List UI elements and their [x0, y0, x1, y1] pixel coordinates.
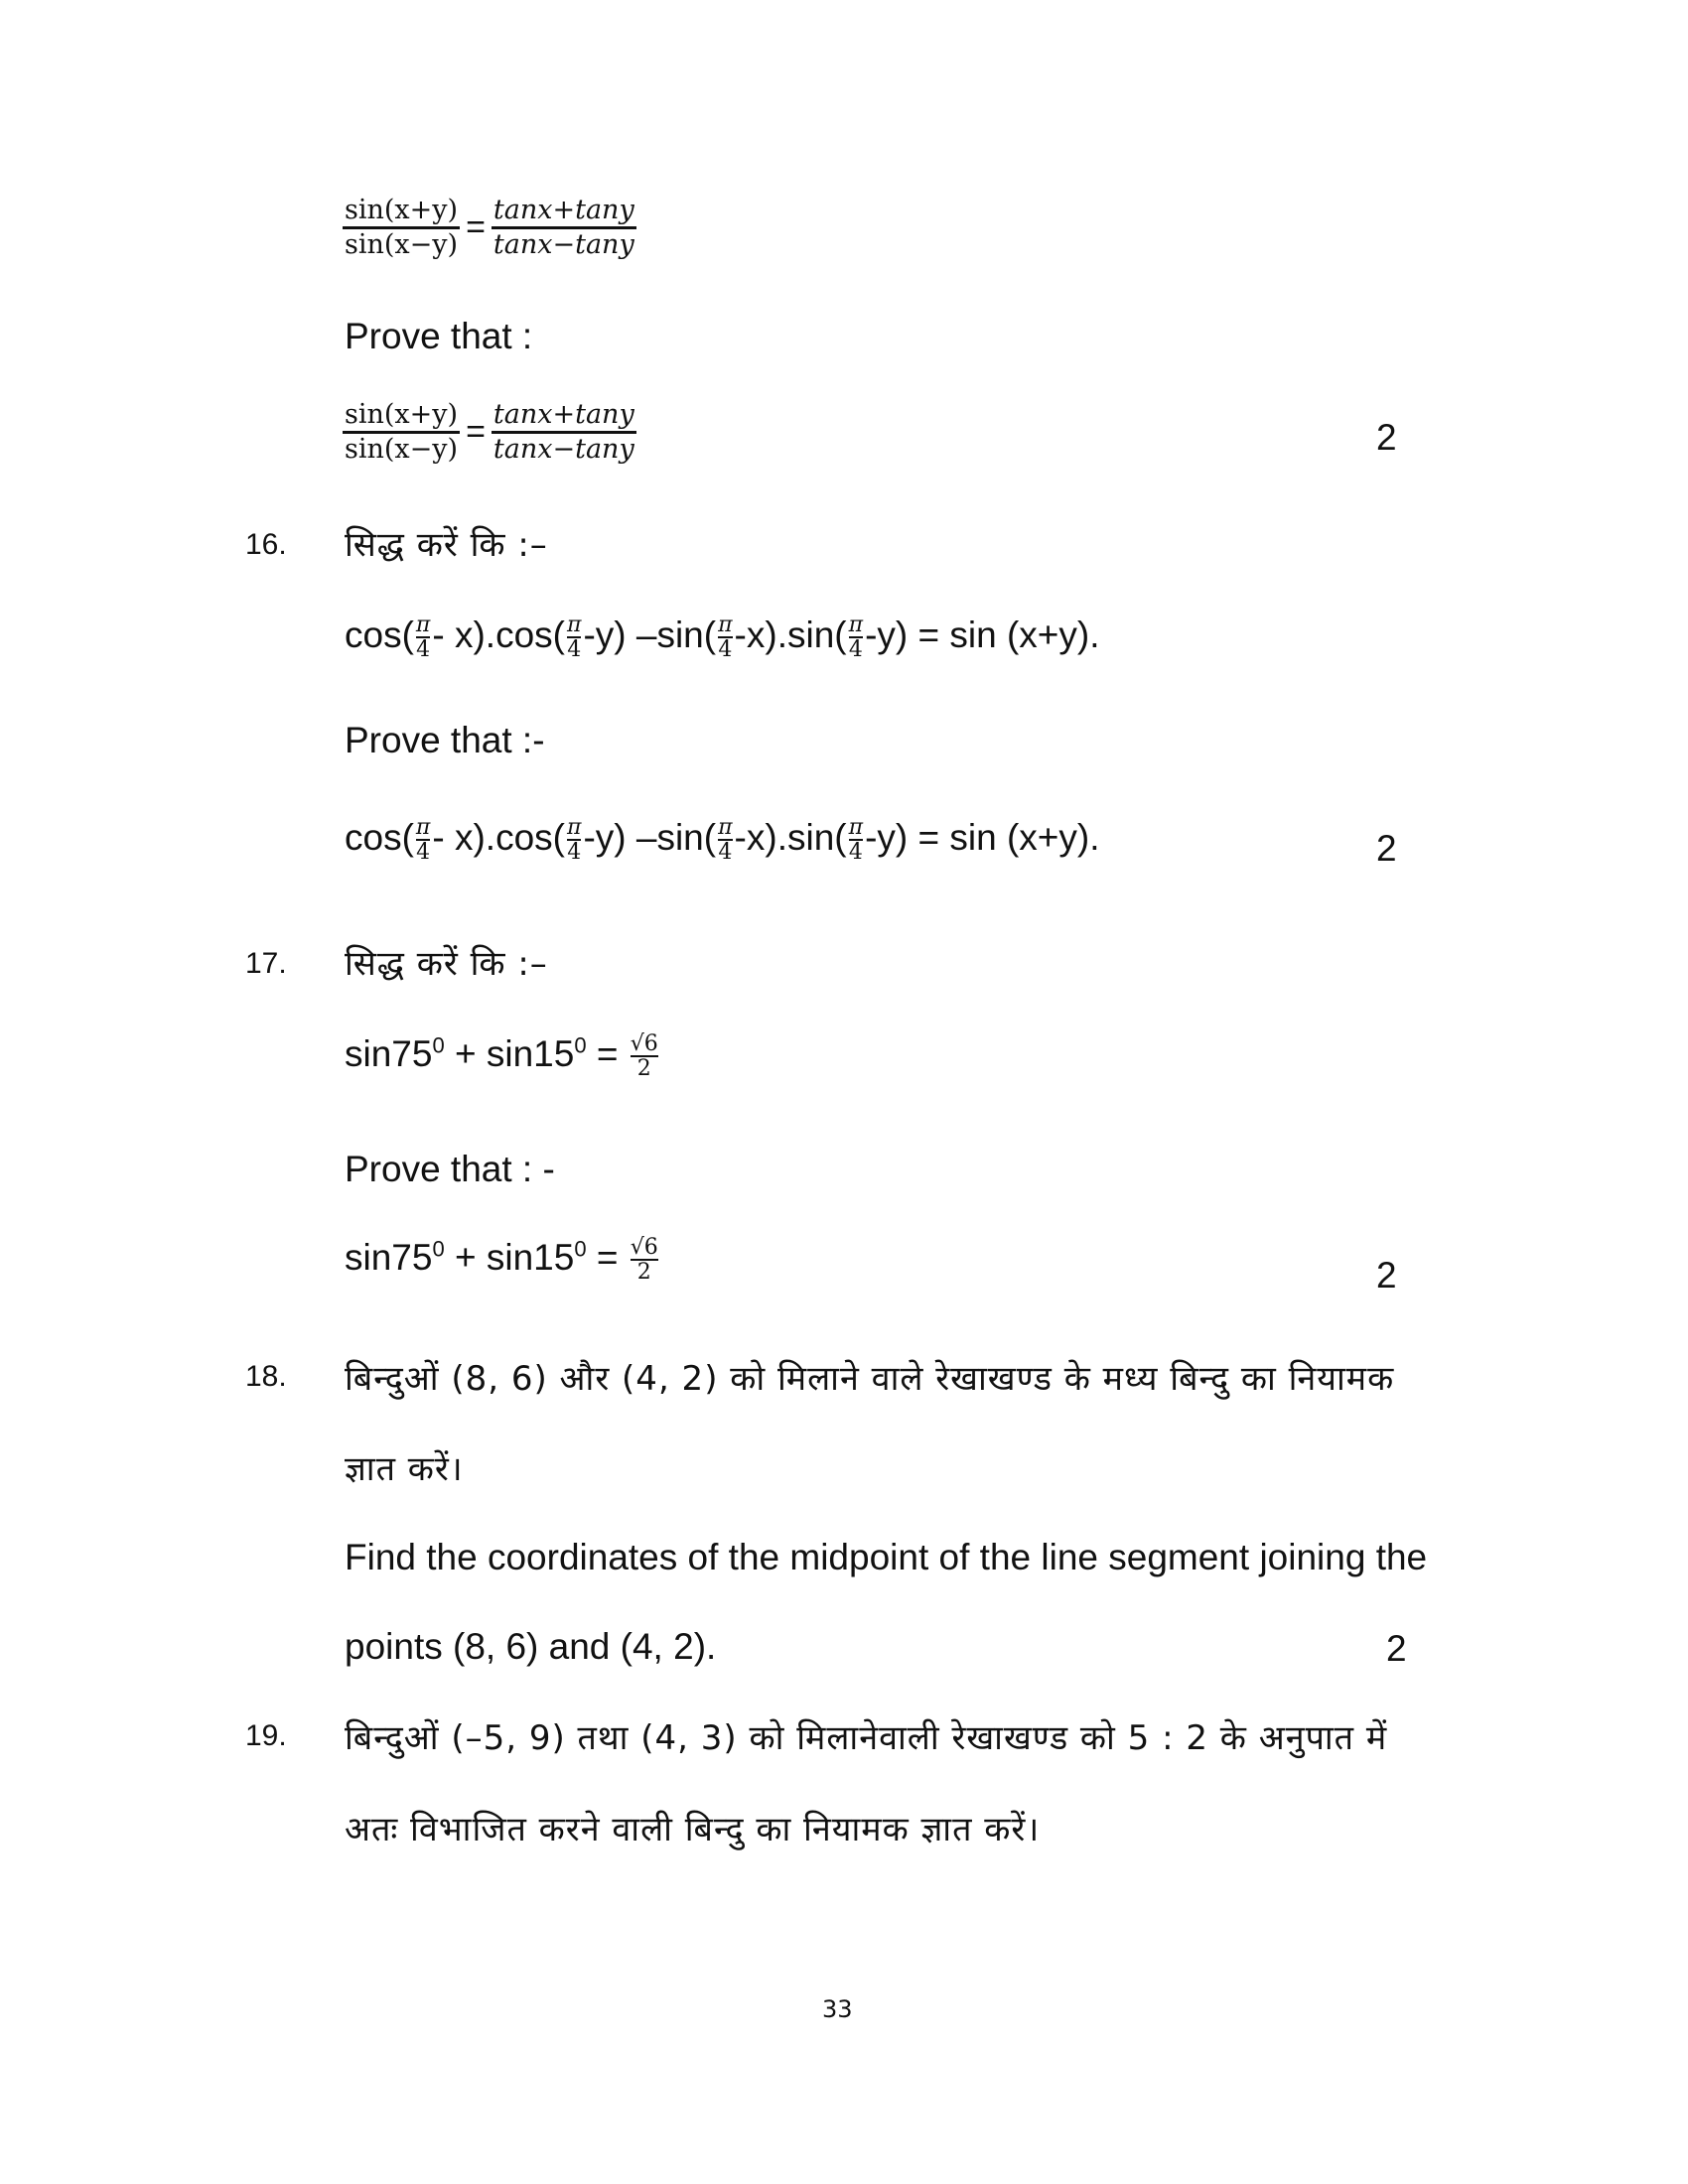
numerator: π	[848, 613, 864, 637]
q17-prove-label: Prove that : -	[345, 1149, 555, 1189]
q18-number: 18.	[245, 1360, 287, 1393]
denominator: 4	[416, 637, 431, 663]
numerator: π	[566, 613, 582, 637]
pi-over-4	[849, 816, 863, 864]
fraction	[492, 195, 636, 262]
q19-hindi-line1: बिन्दुओं (–5, 9) तथा (4, 3) को मिलानेवाली रेखाखण्ड को 5 : 2 के अनुपात में	[345, 1718, 1388, 1758]
denominator: 2	[636, 1260, 651, 1286]
pi-over-4	[416, 816, 430, 864]
page-number: 33	[822, 1995, 853, 2023]
denominator: 4	[567, 840, 582, 866]
numerator: π	[415, 613, 431, 637]
denominator: 4	[848, 637, 863, 663]
numerator: π	[718, 613, 733, 637]
formula-text: cos(	[345, 614, 414, 655]
q17-formula-hindi	[345, 1032, 660, 1080]
q15-formula-hindi	[343, 195, 636, 262]
equals-sign: =	[466, 413, 486, 452]
denominator: tanx−tany	[492, 434, 634, 466]
q15-marks: 2	[1376, 417, 1397, 458]
formula-text: -y) = sin (x+y).	[865, 614, 1100, 655]
formula-text: -y) –sin(	[583, 816, 717, 858]
q16-hindi-prompt: सिद्ध करें कि :–	[345, 525, 548, 565]
denominator: 2	[636, 1056, 651, 1082]
q17-formula-english	[345, 1236, 660, 1284]
denominator: 4	[848, 840, 863, 866]
equals-sign: =	[466, 208, 486, 247]
q17-marks: 2	[1376, 1255, 1397, 1296]
pi-over-4	[718, 614, 732, 661]
pi-over-4	[567, 614, 581, 661]
formula-text: + sin15	[444, 1032, 575, 1074]
numerator: tanx+tany	[492, 399, 636, 434]
numerator: √6	[630, 1235, 658, 1260]
equals-sign: =	[586, 1032, 629, 1074]
q19-hindi-line2: अतः विभाजित करने वाली बिन्दु का नियामक ज्ञात करें।	[345, 1810, 1041, 1849]
denominator: sin(x−y)	[345, 434, 459, 466]
formula-text: - x).cos(	[432, 816, 565, 858]
formula-text: sin75	[345, 1236, 433, 1278]
numerator: π	[566, 815, 582, 840]
root6-over-2	[631, 1032, 658, 1080]
q18-english-line2: points (8, 6) and (4, 2).	[345, 1626, 717, 1667]
fraction	[343, 399, 460, 467]
q16-formula-hindi	[345, 614, 1099, 661]
degree-superscript: 0	[574, 1032, 587, 1058]
numerator: sin(x+y)	[343, 399, 460, 434]
root6-over-2	[631, 1236, 658, 1284]
formula-text: -y) –sin(	[583, 614, 717, 655]
numerator: π	[848, 815, 864, 840]
q15-prove-label: Prove that :	[345, 316, 533, 356]
pi-over-4	[849, 614, 863, 661]
q18-hindi-line2: ज्ञात करें।	[345, 1449, 464, 1489]
q16-prove-label: Prove that :-	[345, 720, 545, 760]
q19-number: 19.	[245, 1719, 287, 1752]
q18-marks: 2	[1386, 1628, 1407, 1669]
degree-superscript: 0	[432, 1236, 445, 1262]
formula-text: -x).sin(	[734, 816, 847, 858]
denominator: tanx−tany	[492, 229, 634, 261]
q16-marks: 2	[1376, 828, 1397, 869]
numerator: tanx+tany	[492, 195, 636, 229]
formula-text: -y) = sin (x+y).	[865, 816, 1100, 858]
fraction	[343, 195, 460, 262]
pi-over-4	[718, 816, 732, 864]
formula-text: - x).cos(	[432, 614, 565, 655]
q18-hindi-line1: बिन्दुओं (8, 6) और (4, 2) को मिलाने वाले रेखाखण्ड के मध्य बिन्दु का नियामक	[345, 1359, 1395, 1399]
numerator: sin(x+y)	[343, 195, 460, 229]
q15-formula-english	[343, 399, 636, 467]
formula-text: sin75	[345, 1032, 433, 1074]
numerator: π	[415, 815, 431, 840]
denominator: sin(x−y)	[345, 229, 459, 261]
q17-number: 17.	[245, 947, 287, 980]
equals-sign: =	[586, 1236, 629, 1278]
formula-text: cos(	[345, 816, 414, 858]
q18-english-line1: Find the coordinates of the midpoint of the line segment joining the	[345, 1537, 1428, 1577]
denominator: 4	[718, 840, 733, 866]
degree-superscript: 0	[432, 1032, 445, 1058]
formula-text: -x).sin(	[734, 614, 847, 655]
pi-over-4	[416, 614, 430, 661]
q16-formula-english	[345, 816, 1099, 864]
formula-text: + sin15	[444, 1236, 575, 1278]
pi-over-4	[567, 816, 581, 864]
q16-number: 16.	[245, 528, 287, 561]
fraction	[492, 399, 636, 467]
numerator: √6	[630, 1031, 658, 1056]
denominator: 4	[718, 637, 733, 663]
denominator: 4	[416, 840, 431, 866]
degree-superscript: 0	[574, 1236, 587, 1262]
denominator: 4	[567, 637, 582, 663]
q17-hindi-prompt: सिद्ध करें कि :–	[345, 944, 548, 984]
numerator: π	[718, 815, 733, 840]
